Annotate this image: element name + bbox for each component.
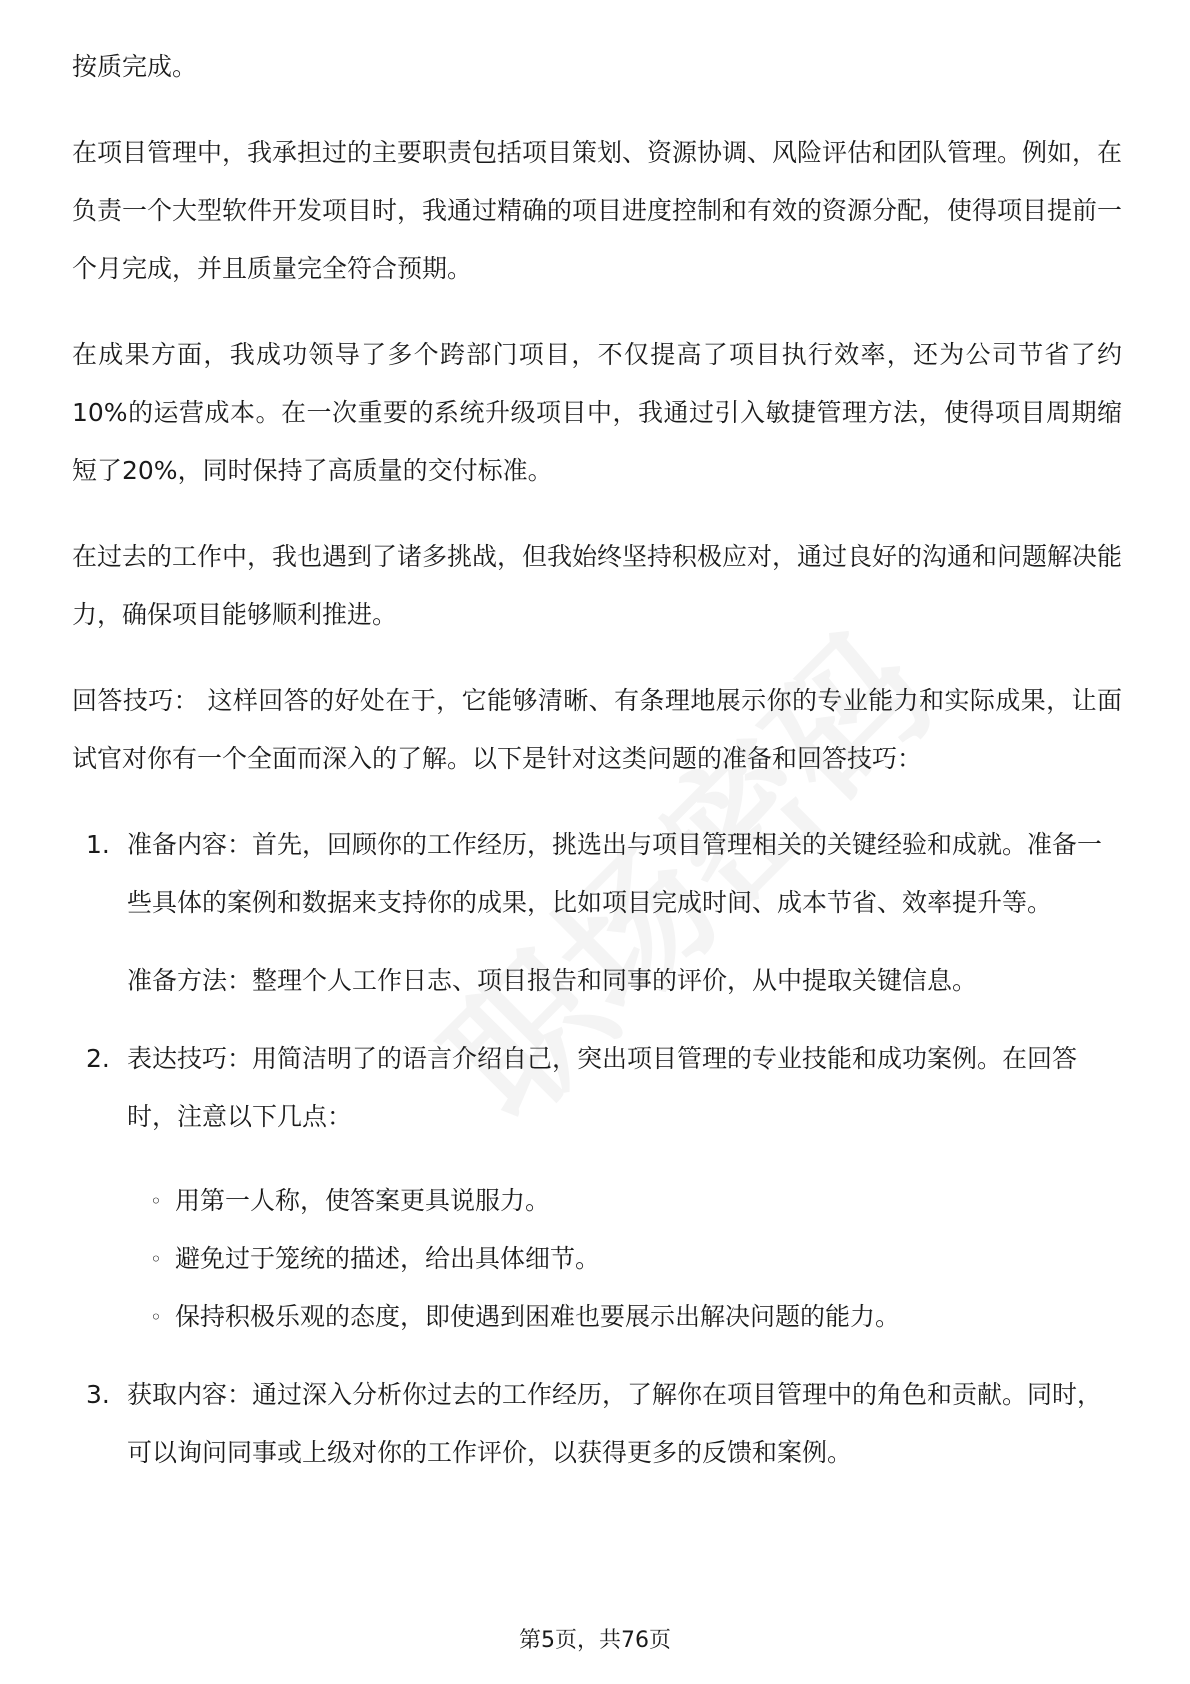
list-item-extra: 准备方法：整理个人工作日志、项目报告和同事的评价，从中提取关键信息。 bbox=[127, 966, 978, 995]
sub-bullet-item bbox=[127, 1172, 1122, 1230]
circle-bullet-icon: ◦ bbox=[150, 1305, 162, 1329]
list-item bbox=[72, 816, 1122, 1010]
document-body bbox=[72, 38, 1122, 1502]
paragraph-continuation: 按质完成。 bbox=[72, 52, 198, 81]
list-item-text: 获取内容：通过深入分析你过去的工作经历，了解你在项目管理中的角色和贡献。同时，可以询问同事或上级对你的工作评价，以获得更多的反馈和案例。 bbox=[127, 1380, 1103, 1467]
tips-list bbox=[72, 816, 1122, 1482]
list-item-text: 准备内容：首先，回顾你的工作经历，挑选出与项目管理相关的关键经验和成就。准备一些具体的案例和数据来支持你的成果，比如项目完成时间、成本节省、效率提升等。 bbox=[127, 830, 1103, 917]
list-item bbox=[72, 1030, 1122, 1346]
sub-bullet-item bbox=[127, 1230, 1122, 1288]
sub-bullet-list bbox=[127, 1172, 1122, 1346]
sub-bullet-text: 用第一人称，使答案更具说服力。 bbox=[175, 1186, 551, 1215]
paragraph-responsibilities: 在项目管理中，我承担过的主要职责包括项目策划、资源协调、风险评估和团队管理。例如，在负责一个大型软件开发项目时，我通过精确的项目进度控制和有效的资源分配，使得项目提前一个月完成，并且质量完全符合预期。 bbox=[72, 138, 1123, 283]
page-number-footer: 第5页，共76页 bbox=[519, 1628, 671, 1653]
sub-bullet-text: 避免过于笼统的描述，给出具体细节。 bbox=[175, 1244, 601, 1273]
list-item-text: 表达技巧：用简洁明了的语言介绍自己，突出项目管理的专业技能和成功案例。在回答时，注意以下几点： bbox=[127, 1044, 1078, 1131]
paragraph-challenges: 在过去的工作中，我也遇到了诸多挑战，但我始终坚持积极应对，通过良好的沟通和问题解决能力，确保项目能够顺利推进。 bbox=[72, 542, 1123, 629]
paragraph-answer-tips: 回答技巧： 这样回答的好处在于，它能够清晰、有条理地展示你的专业能力和实际成果，让面试官对你有一个全面而深入的了解。以下是针对这类问题的准备和回答技巧： bbox=[72, 686, 1122, 773]
sub-bullet-item bbox=[127, 1288, 1122, 1346]
circle-bullet-icon: ◦ bbox=[150, 1189, 162, 1213]
list-number: 3. bbox=[86, 1380, 110, 1409]
list-number: 1. bbox=[86, 830, 110, 859]
list-number: 2. bbox=[86, 1044, 110, 1073]
paragraph-achievements: 在成果方面，我成功领导了多个跨部门项目，不仅提高了项目执行效率，还为公司节省了约10%的运营成本。在一次重要的系统升级项目中，我通过引入敏捷管理方法，使得项目周期缩短了20%，同时保持了高质量的交付标准。 bbox=[72, 340, 1122, 485]
sub-bullet-text: 保持积极乐观的态度，即使遇到困难也要展示出解决问题的能力。 bbox=[175, 1302, 901, 1331]
list-item bbox=[72, 1366, 1122, 1482]
circle-bullet-icon: ◦ bbox=[150, 1247, 162, 1271]
